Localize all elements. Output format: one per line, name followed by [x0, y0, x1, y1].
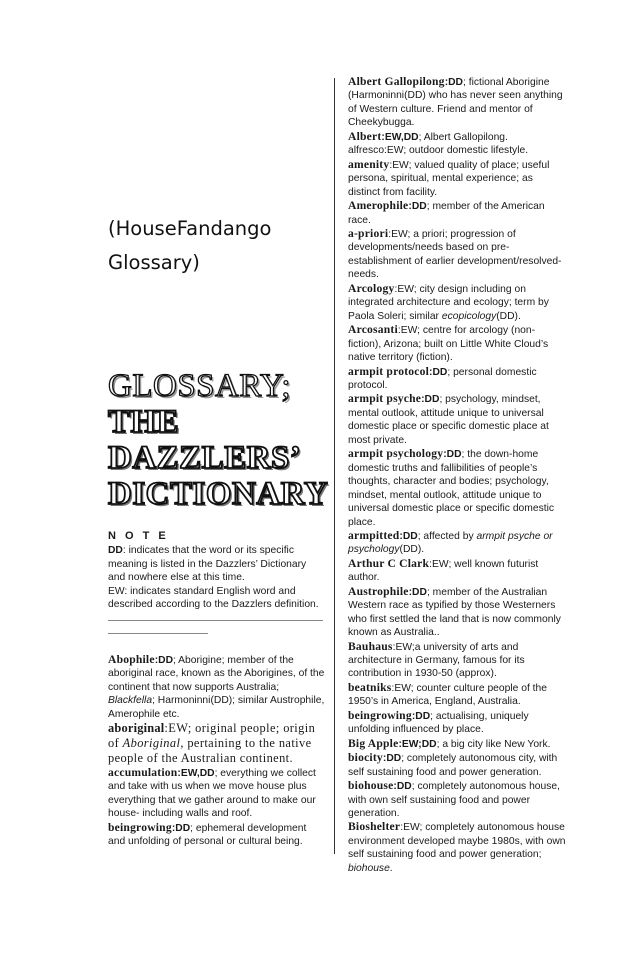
entry-definition: ; a big city like New York.	[436, 738, 551, 750]
entry-source: :DD	[411, 710, 431, 722]
note-heading: N O T E	[108, 530, 169, 542]
entry-definition: ; affected by	[417, 530, 477, 542]
entry-definition: ; ephemeral development and unfolding of personal or cultural being.	[108, 822, 307, 848]
entry-term: accumulation	[108, 766, 178, 780]
doc-title	[108, 212, 323, 280]
entry-source: :EW	[164, 721, 188, 736]
entry-term: biocity	[348, 751, 383, 765]
entry-definition: ; Albert Gallopilong.	[418, 131, 508, 143]
glossary-entry	[348, 447, 566, 529]
glossary-entry	[348, 365, 566, 393]
entry-source: :DD	[393, 781, 412, 793]
entry-term: armpit psyche	[348, 392, 422, 406]
entry-definition: ; city design including on integrated architecture and ecology; term by Paola Soleri; similar	[348, 283, 549, 322]
entry-tail: (DD).	[496, 310, 521, 322]
entry-definition: ; original people; origin of	[108, 721, 316, 751]
entry-definition: ; counter culture people of the 1950’s in America, England, Australia.	[348, 682, 547, 708]
glossary-entry	[348, 199, 566, 227]
glossary-entry	[348, 144, 566, 157]
entry-term: Arthur C Clark	[348, 556, 430, 570]
entry-term: Austrophile	[348, 584, 409, 598]
entry-italic: armpit psyche or psychology	[348, 530, 553, 556]
entry-source: :EW,DD	[177, 768, 215, 780]
entry-definition: ; completely autonomous house, with own self sustaining food and power generation.	[348, 781, 560, 820]
glossary-entry	[348, 820, 566, 875]
glossary-entry	[108, 721, 326, 766]
glossary-entry	[348, 737, 566, 751]
entry-definition: ;a university of arts and architecture in Germany, famous for its contribution in 1930-50 (approx).	[348, 641, 525, 680]
doc-title-line-2: Glossary)	[108, 251, 200, 274]
entry-term: biohouse	[348, 779, 394, 793]
entry-source: :DD	[408, 201, 427, 213]
entry-term: a-priori	[348, 226, 389, 240]
entry-term: armpit psychology	[348, 447, 444, 461]
glossary-entry	[348, 227, 566, 282]
entry-italic: Blackfella	[108, 695, 153, 707]
entry-term: Bioshelter	[348, 820, 401, 834]
entry-definition: ; everything we collect and take with us when we move house plus everything that we gather around to make our house- including walls and roof.	[108, 768, 316, 820]
entry-definition: ; actualising, uniquely unfolding influenced by place.	[348, 710, 529, 736]
glossary-entry	[348, 392, 566, 447]
glossary-entry	[348, 751, 566, 779]
entry-source: :EW	[400, 822, 420, 834]
entry-term: Arcology	[348, 281, 395, 295]
entry-term: beatniks	[348, 680, 392, 694]
glossary-heading-line-1: GLOSSARY;	[108, 368, 292, 404]
glossary-heading-line-3: DAZZLERS’	[108, 440, 302, 476]
glossary-entry	[348, 130, 566, 144]
divider-line-short	[108, 633, 208, 634]
entry-definition: ; member of the American race.	[348, 201, 545, 226]
entry-term: Abophile	[108, 653, 155, 666]
entry-definition: ; psychology, mindset, mental outlook, attitude unique to universal domestic place or specific domestic place at most private.	[348, 394, 549, 446]
entry-source: :EW	[429, 558, 449, 570]
glossary-entry	[348, 585, 566, 640]
entry-definition: ; member of the Australian Western race as typified by those Westerners who first settled the land that is now commonly known as Australia..	[348, 586, 561, 639]
entry-source: :DD	[408, 586, 427, 598]
glossary-entry	[108, 766, 326, 821]
glossary-entry	[348, 323, 566, 364]
entry-source: :DD	[421, 394, 440, 406]
entry-definition: ; valued quality of place; useful persona, spiritual, mental experience; as distinct from facility.	[348, 159, 550, 198]
entry-term: beingrowing	[108, 820, 172, 834]
entry-source: :EW	[394, 283, 414, 295]
column-divider	[334, 78, 335, 854]
entry-source: :EW	[397, 325, 418, 337]
entry-term: Big Apple	[348, 736, 399, 750]
entry-italic: Aboriginal	[122, 736, 181, 751]
entry-source: :DD	[429, 366, 448, 378]
entry-definition: ; the down-home domestic truths and fallibilities of people’s thoughts, character and bodies; psychology, mindset, mental outlook, attitude unique to universal domestic place or specific domestic place.	[348, 449, 555, 528]
glossary-entry	[108, 821, 326, 849]
glossary-entry	[348, 158, 566, 199]
entry-definition: ; a priori; progression of developments/needs based on pre-establishment of earlier development/resolved-needs.	[348, 228, 562, 281]
entry-source: :DD	[154, 655, 174, 666]
glossary-entry	[348, 557, 566, 585]
note-ew-line: EW: indicates standard English word and described according to the Dazzlers definition.	[108, 585, 319, 611]
right-entries	[348, 75, 566, 875]
doc-title-line-1: (HouseFandango	[108, 217, 272, 240]
entry-source: :EW	[388, 228, 408, 240]
glossary-entry	[348, 779, 566, 820]
note-block	[108, 530, 326, 634]
entry-source: :DD	[443, 449, 462, 461]
entry-term: armpit protocol	[348, 364, 430, 378]
glossary-entry	[348, 529, 566, 557]
entry-definition: ; completely autonomous house environment developed maybe 1980s, with own self sustaining food and power generation;	[348, 822, 566, 861]
entry-tail: (DD).	[399, 544, 425, 556]
glossary-entry	[348, 640, 566, 681]
entry-definition: ; well known futurist author.	[348, 558, 539, 584]
divider-line	[108, 620, 323, 621]
entry-source: :EW	[392, 641, 412, 653]
entry-term: Albert	[348, 129, 382, 143]
glossary-heading-line-2: THE	[108, 404, 180, 440]
entry-italic: ecopicology	[441, 310, 497, 322]
glossary-heading-line-4: DICTIONARY	[108, 476, 329, 512]
entry-term: Arcosanti	[348, 323, 398, 337]
entry-source: :EW	[391, 682, 411, 694]
entry-definition: ; completely autonomous city, with self sustaining food and power generation.	[348, 753, 558, 778]
entry-source: :EW,DD	[381, 131, 419, 143]
entry-term: Amerophile	[348, 199, 409, 213]
entry-definition: ; Aborigine; member of the aboriginal race, known as the Aborigines, of the continent that now supports Australia;	[108, 655, 325, 693]
glossary-heading	[108, 368, 338, 512]
entry-tail: ; Harmoninni(DD); similar Austrophile, Amerophile etc.	[108, 695, 325, 720]
entry-source: :EW;DD	[398, 738, 437, 750]
entry-term: armpitted	[348, 528, 400, 542]
glossary-entry	[348, 282, 566, 323]
entry-term: Albert Gallopilong	[348, 75, 445, 88]
entry-definition: ; personal domestic protocol.	[348, 366, 537, 391]
entry-definition: alfresco:EW; outdoor domestic lifestyle.	[348, 145, 529, 157]
entry-definition: ; fictional Aborigine (Harmoninni(DD) who has never seen anything of Western culture. Friend and mentor of Cheekybugga.	[348, 77, 563, 129]
glossary-entry	[348, 681, 566, 709]
entry-source: :DD	[399, 530, 418, 542]
entry-italic: biohouse	[348, 862, 390, 874]
entry-source: :EW	[389, 159, 409, 171]
note-dd-text: : indicates that the word or its specific meaning is listed in the Dazzlers’ Dictionary and nowhere else at this time.	[108, 545, 307, 584]
note-dd-line	[108, 544, 326, 584]
entry-source: :DD	[444, 77, 463, 88]
entry-term: aboriginal	[108, 721, 165, 736]
entry-term: amenity	[348, 157, 390, 171]
glossary-entry	[348, 709, 566, 737]
entry-source: :DD	[382, 753, 402, 765]
glossary-entry	[348, 75, 566, 130]
entry-tail: , pertaining to the native people of the Australian continent.	[108, 736, 312, 766]
entry-source: :DD	[171, 822, 191, 834]
left-entries	[108, 653, 326, 848]
note-dd-key: DD	[108, 545, 123, 557]
entry-term: Bauhaus	[348, 639, 393, 653]
glossary-entry	[108, 653, 326, 721]
entry-term: beingrowing	[348, 708, 412, 722]
entry-definition: ; centre for arcology (non-fiction), Arizona; built on Little White Cloud’s native territory (fiction).	[348, 325, 549, 364]
entry-tail: .	[389, 862, 393, 874]
